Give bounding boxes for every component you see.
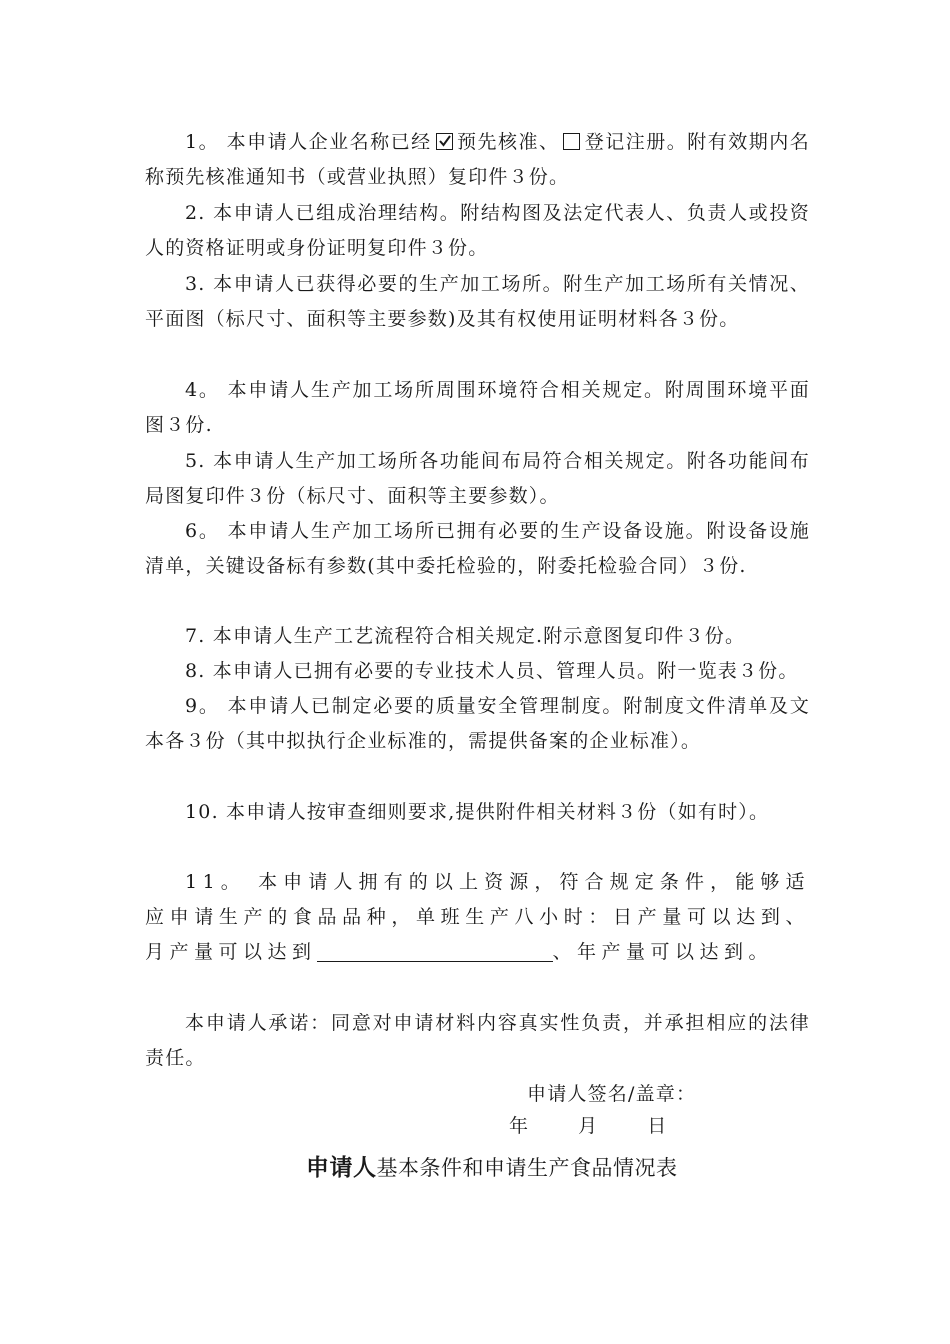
item-9: 9。 本申请人已制定必要的质量安全管理制度。附制度文件清单及文本各３份（其中拟执行企业标准的，需提供备案的企业标准）。 — [145, 695, 810, 752]
item-3: 3. 本申请人已获得必要的生产加工场所。附生产加工场所有关情况、平面图（标尺寸、面积等主要参数)及其有权使用证明材料各３份。 — [145, 273, 810, 330]
item-8: 8. 本申请人已拥有必要的专业技术人员、管理人员。附一览表３份。 — [185, 660, 799, 682]
pledge-paragraph: 本申请人承诺：同意对申请材料内容真实性负责，并承担相应的法律责任。 — [145, 1012, 810, 1069]
item-5: 5. 本申请人生产加工场所各功能间布局符合相关规定。附各功能间布局图复印件３份（标尺寸、面积等主要参数）。 — [145, 450, 810, 507]
checked-checkbox[interactable] — [436, 133, 453, 150]
item-7: 7. 本申请人生产工艺流程符合相关规定.附示意图复印件３份。 — [185, 625, 746, 647]
item-2: 2. 本申请人已组成治理结构。附结构图及法定代表人、负责人或投资人的资格证明或身份证明复印件３份。 — [145, 202, 810, 259]
month-label: 月 — [578, 1115, 598, 1137]
year-label: 年 — [509, 1115, 529, 1137]
date-line — [509, 1109, 666, 1144]
item-1-text: 本申请人企业名称已经 — [226, 131, 432, 153]
item-6: 6。 本申请人生产加工场所已拥有必要的生产设备设施。附设备设施清单，关键设备标有参数(其中委托检验的，附委托检验合同）３份. — [145, 520, 810, 577]
prior-approval-label: 预先核准、 — [456, 131, 560, 153]
item-1-number: 1。 — [185, 131, 220, 153]
item-11 — [145, 865, 810, 970]
day-label: 日 — [647, 1115, 667, 1137]
unchecked-checkbox[interactable] — [563, 133, 580, 150]
item-4: 4。 本申请人生产加工场所周围环境符合相关规定。附周围环境平面图３份. — [145, 379, 810, 436]
monthly-output-blank[interactable] — [317, 939, 553, 962]
section-title — [306, 1148, 678, 1188]
item-10: 10. 本申请人按审查细则要求,提供附件相关材料３份（如有时）。 — [185, 801, 770, 823]
section-title-bold: 申请人 — [306, 1154, 377, 1181]
item-1 — [145, 125, 810, 195]
item-11-text-b: 、年产量可以达到。 — [552, 941, 774, 963]
registration-label: 登记注册。附有效期内名称预先核准通知书（或营业执照）复印件３份。 — [145, 131, 810, 188]
section-title-rest: 基本条件和申请生产食品情况表 — [376, 1156, 678, 1180]
signature-label: 申请人签名/盖章： — [527, 1083, 697, 1105]
item-11-text-a: 11。 本申请人拥有的以上资源，符合规定条件，能够适应申请生产的食品品种，单班生产八小时：日产量可以达到、月产量可以达到 — [145, 871, 810, 963]
